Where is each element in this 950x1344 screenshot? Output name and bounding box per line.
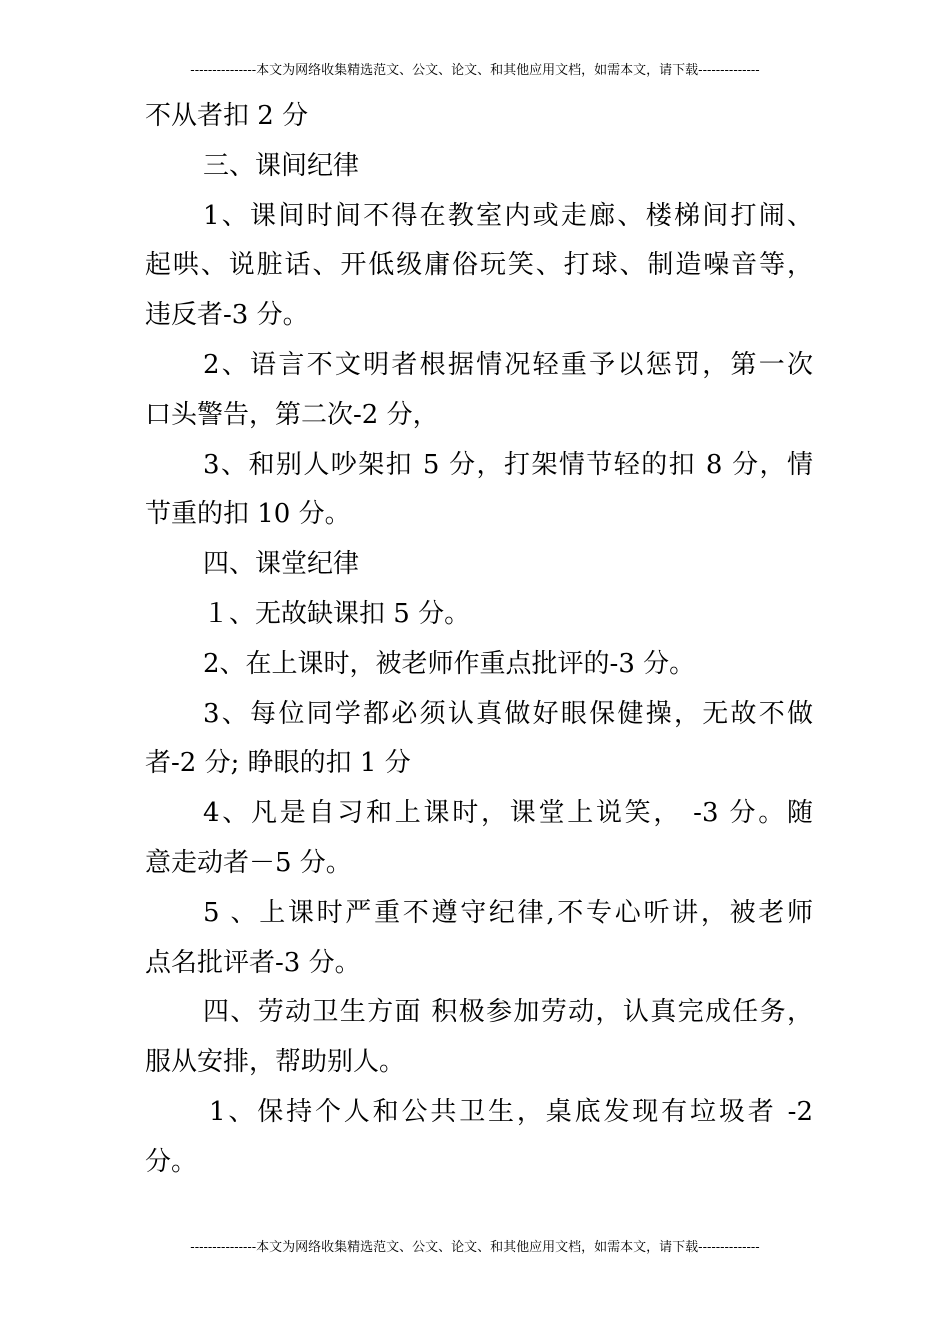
text-line: １、无故缺课扣 5 分。 <box>203 598 471 629</box>
footer-banner: ---------------本文为网络收集精选范文、公文、论文、和其他应用文档，如需本文，请下载-------------- <box>190 1240 760 1255</box>
text-line: 3、每位同学都必须认真做好眼保健操，无故不做 <box>203 698 813 729</box>
text-line: 5 、上课时严重不遵守纪律,不专心听讲，被老师 <box>203 897 813 928</box>
text-line: 1、保持个人和公共卫生，桌底发现有垃圾者 -2 <box>209 1096 813 1127</box>
text-line: 意走动者－5 分。 <box>145 847 352 878</box>
text-line: 2、语言不文明者根据情况轻重予以惩罚，第一次 <box>203 349 813 380</box>
text-line: 节重的扣 10 分。 <box>145 499 351 530</box>
text-line: 不从者扣 2 分 <box>145 101 309 131</box>
text-line: 口头警告，第二次-2 分， <box>145 399 439 430</box>
text-line: 起哄、说脏话、开低级庸俗玩笑、打球、制造噪音等， <box>145 250 813 281</box>
text-line: 4、凡是自习和上课时，课堂上说笑， -3 分。随 <box>203 798 813 829</box>
text-line: 2、在上课时，被老师作重点批评的-3 分。 <box>203 648 696 679</box>
text-line: 3、和别人吵架扣 5 分，打架情节轻的扣 8 分，情 <box>203 449 813 480</box>
header-banner: ---------------本文为网络收集精选范文、公文、论文、和其他应用文档，如需本文，请下载-------------- <box>190 63 760 78</box>
text-line: 服从安排，帮助别人。 <box>145 1047 406 1078</box>
section-heading: 四、课堂纪律 <box>203 549 360 580</box>
section-heading: 三、课间纪律 <box>203 150 360 181</box>
text-line: 违反者-3 分。 <box>145 300 309 331</box>
document-body <box>145 92 813 1188</box>
text-line: 点名批评者-3 分。 <box>145 947 361 978</box>
section-heading: 四、劳动卫生方面 积极参加劳动，认真完成任务， <box>203 997 813 1028</box>
text-line: 1、课间时间不得在教室内或走廊、楼梯间打闹、 <box>203 200 813 231</box>
text-line: 者-2 分; 睁眼的扣 1 分 <box>145 748 411 779</box>
text-line: 分。 <box>145 1146 198 1177</box>
